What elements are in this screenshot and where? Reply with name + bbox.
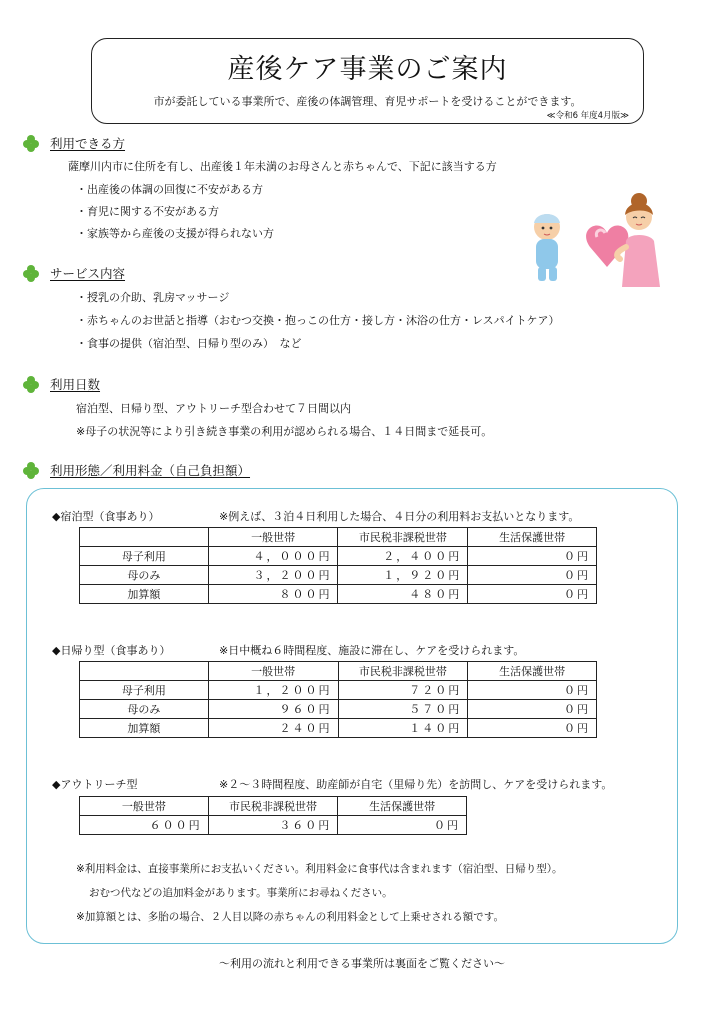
daytrip-type-label: ◆日帰り型（食事あり）: [52, 644, 171, 657]
table-header-cell: 市民税非課税世帯: [208, 797, 338, 816]
fee-cell: ０円: [468, 566, 597, 585]
days-line: 宿泊型、日帰り型、アウトリーチ型合わせて７日間以内: [76, 402, 351, 415]
clover-icon: [23, 135, 40, 152]
table-header-cell: 一般世帯: [208, 662, 338, 681]
page-title: 産後ケア事業のご案内: [227, 54, 508, 85]
fee-note: おむつ代などの追加料金があります。事業所にお尋ねください。: [89, 887, 393, 899]
table-row: [80, 585, 597, 604]
fee-note: ※利用料金は、直接事業所にお支払いください。利用料金に食事代は含まれます（宿泊型、日帰り型）。: [76, 863, 563, 875]
table-header-cell: 生活保護世帯: [468, 662, 597, 681]
stay-type-note: ※例えば、３泊４日利用した場合、４日分の利用料お支払いとなります。: [219, 510, 580, 523]
table-header-cell: [80, 662, 209, 681]
table-header-row: [80, 797, 467, 816]
table-header-cell: 生活保護世帯: [468, 528, 597, 547]
fee-cell: ５７０円: [338, 700, 468, 719]
fee-cell: １，９２０円: [338, 566, 468, 585]
row-label: 母子利用: [80, 547, 209, 566]
fee-cell: １，２００円: [208, 681, 338, 700]
clover-icon: [23, 462, 40, 479]
footer-note: ～利用の流れと利用できる事業所は裏面をご覧ください～: [219, 957, 505, 970]
fee-cell: ０円: [468, 585, 597, 604]
daytrip-type-note: ※日中概ね６時間程度、施設に滞在し、ケアを受けられます。: [219, 644, 525, 657]
fee-cell: ０円: [468, 719, 597, 738]
daytrip-fee-table: [79, 661, 597, 738]
service-item: ・食事の提供（宿泊型、日帰り型のみ） など: [76, 337, 302, 350]
section-fees-heading: [23, 461, 250, 479]
table-header-cell: 一般世帯: [80, 797, 209, 816]
table-row: [80, 700, 597, 719]
fee-cell: ３６０円: [208, 816, 338, 835]
table-row: [80, 547, 597, 566]
edition-label: ≪令和6 年度4月版≫: [546, 111, 629, 121]
table-header-row: [80, 662, 597, 681]
page-subtitle: 市が委託している事業所で、産後の体調管理、育児サポートを受けることができます。: [153, 95, 582, 108]
table-header-cell: [80, 528, 209, 547]
row-label: 母のみ: [80, 700, 209, 719]
table-row: [80, 719, 597, 738]
table-header-cell: 市民税非課税世帯: [338, 662, 468, 681]
service-item: ・赤ちゃんのお世話と指導（おむつ交換・抱っこの仕方・接し方・沐浴の仕方・レスパイトケア）: [76, 314, 560, 327]
outreach-type-label: ◆アウトリーチ型: [52, 778, 138, 791]
fee-cell: ７２０円: [338, 681, 468, 700]
title-box: [91, 38, 644, 124]
fee-cell: ２４０円: [208, 719, 338, 738]
table-header-cell: 生活保護世帯: [338, 797, 467, 816]
table-header-row: [80, 528, 597, 547]
section-heading-label: 利用日数: [50, 377, 101, 392]
fee-cell: ０円: [468, 547, 597, 566]
clover-icon: [23, 376, 40, 393]
fee-cell: ６００円: [80, 816, 209, 835]
eligibility-item: ・家族等から産後の支援が得られない方: [76, 227, 274, 240]
outreach-fee-table: [79, 796, 467, 835]
eligibility-intro: 薩摩川内市に住所を有し、出産後１年未満のお母さんと赤ちゃんで、下記に該当する方: [68, 160, 497, 173]
section-heading-label: サービス内容: [50, 266, 126, 281]
section-heading-label: 利用形態／利用料金（自己負担額）: [50, 463, 251, 478]
table-row: [80, 681, 597, 700]
mother-baby-heart-illustration: [522, 189, 672, 289]
table-header-cell: 一般世帯: [208, 528, 338, 547]
fee-cell: ０円: [468, 700, 597, 719]
row-label: 母子利用: [80, 681, 209, 700]
fee-cell: ２，４００円: [338, 547, 468, 566]
days-note: ※母子の状況等により引き続き事業の利用が認められる場合、１４日間まで延長可。: [76, 425, 493, 438]
fee-cell: ０円: [468, 681, 597, 700]
fee-cell: ８００円: [208, 585, 338, 604]
fee-cell: ０円: [338, 816, 467, 835]
row-label: 加算額: [80, 585, 209, 604]
row-label: 母のみ: [80, 566, 209, 585]
stay-type-label: ◆宿泊型（食事あり）: [52, 510, 160, 523]
eligibility-item: ・育児に関する不安がある方: [76, 205, 219, 218]
section-heading-label: 利用できる方: [50, 136, 126, 151]
row-label: 加算額: [80, 719, 209, 738]
table-row: [80, 566, 597, 585]
eligibility-item: ・出産後の体調の回復に不安がある方: [76, 183, 263, 196]
section-days-heading: [23, 375, 100, 393]
service-item: ・授乳の介助、乳房マッサージ: [76, 291, 230, 304]
section-eligibility-heading: [23, 134, 125, 152]
section-services-heading: [23, 264, 125, 282]
outreach-type-note: ※２～３時間程度、助産師が自宅（里帰り先）を訪問し、ケアを受けられます。: [219, 778, 613, 791]
stay-fee-table: [79, 527, 597, 604]
fee-cell: ９６０円: [208, 700, 338, 719]
fee-cell: ４，０００円: [208, 547, 338, 566]
fee-note: ※加算額とは、多胎の場合、２人目以降の赤ちゃんの利用料金として上乗せされる額です。: [76, 911, 504, 923]
fee-cell: ４８０円: [338, 585, 468, 604]
fee-cell: ３，２００円: [208, 566, 338, 585]
clover-icon: [23, 265, 40, 282]
fee-cell: １４０円: [338, 719, 468, 738]
table-header-cell: 市民税非課税世帯: [338, 528, 468, 547]
table-row: [80, 816, 467, 835]
